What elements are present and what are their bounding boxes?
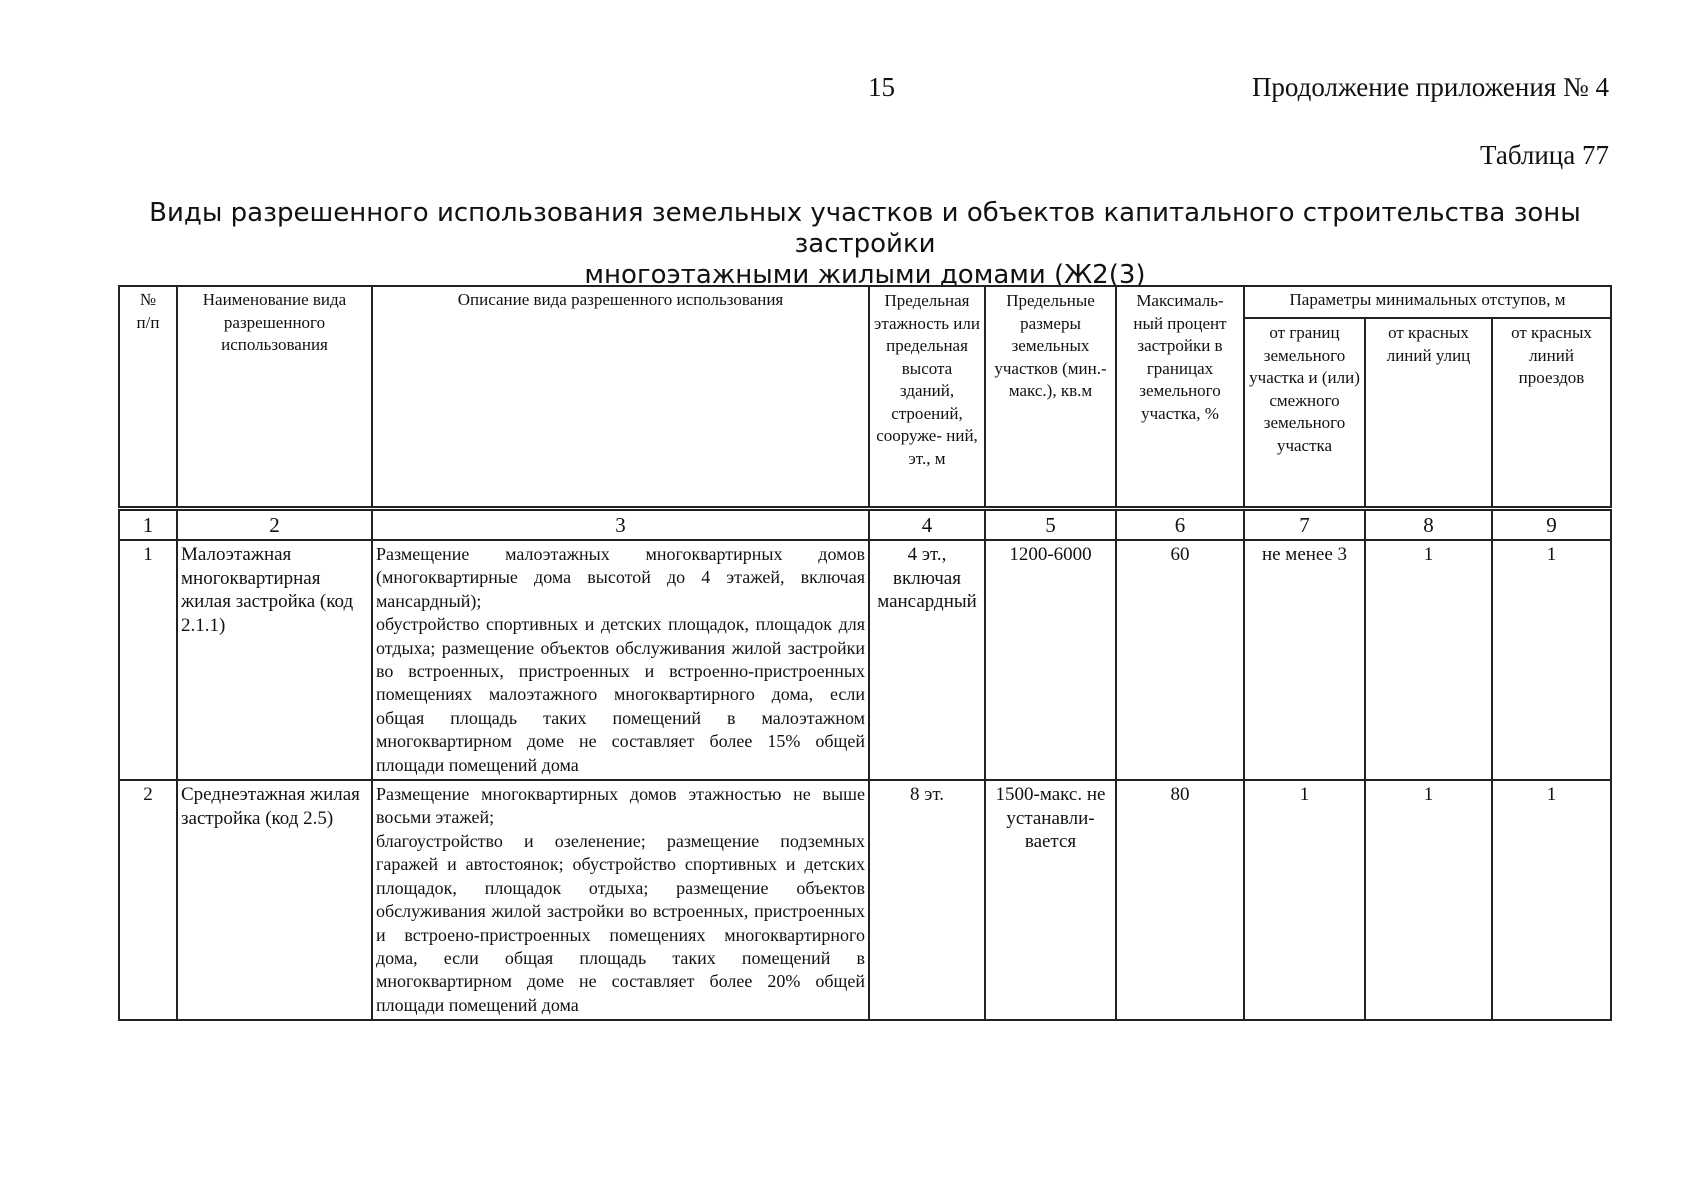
header-col-setback-plot: от границ земельного участка и (или) смежного земельного участка bbox=[1244, 318, 1365, 509]
header-col-description: Описание вида разрешенного использования bbox=[372, 286, 869, 509]
use-type-name: Малоэтажная многоквартирная жилая застройка (код 2.1.1) bbox=[177, 540, 372, 780]
header-col-number: № п/п bbox=[119, 286, 177, 509]
max-floors-value: 4 эт., включая мансардный bbox=[869, 540, 985, 780]
setback-passages-value: 1 bbox=[1492, 780, 1611, 1020]
plot-size-value: 1500-макс. не устанавли- вается bbox=[985, 780, 1116, 1020]
column-number: 7 bbox=[1244, 509, 1365, 541]
column-number: 5 bbox=[985, 509, 1116, 541]
document-title-line-1: Виды разрешенного использования земельных участков и объектов капитального строительства зоны застройки bbox=[149, 198, 1581, 259]
column-number: 9 bbox=[1492, 509, 1611, 541]
header-col-setback-streets: от красных линий улиц bbox=[1365, 318, 1492, 509]
table-label: Таблица 77 bbox=[1480, 140, 1609, 170]
plot-size-value: 1200-6000 bbox=[985, 540, 1116, 780]
column-number: 2 bbox=[177, 509, 372, 541]
column-number: 4 bbox=[869, 509, 985, 541]
header-col-name: Наименование вида разрешенного использования bbox=[177, 286, 372, 509]
column-number: 8 bbox=[1365, 509, 1492, 541]
document-title bbox=[120, 198, 1610, 291]
setback-plot-value: 1 bbox=[1244, 780, 1365, 1020]
table-row bbox=[119, 540, 1611, 780]
description-paragraph: Размещение малоэтажных многоквартирных домов (многоквартирные дома высотой до 4 этажей, включая мансардный); bbox=[376, 544, 865, 611]
coverage-value: 80 bbox=[1116, 780, 1244, 1020]
header-col-setback-passages: от красных линий проездов bbox=[1492, 318, 1611, 509]
column-number: 3 bbox=[372, 509, 869, 541]
header-row bbox=[119, 286, 1611, 318]
row-number: 2 bbox=[119, 780, 177, 1020]
setback-streets-value: 1 bbox=[1365, 780, 1492, 1020]
appendix-note: Продолжение приложения № 4 bbox=[1251, 72, 1609, 102]
column-number-row bbox=[119, 509, 1611, 541]
header-col-max-floors: Предельная этажность или предельная высота зданий, строений, сооруже- ний, эт., м bbox=[869, 286, 985, 509]
use-type-name: Среднеэтажная жилая застройка (код 2.5) bbox=[177, 780, 372, 1020]
table-row bbox=[119, 780, 1611, 1020]
use-type-description bbox=[372, 540, 869, 780]
header-col-max-coverage: Максималь- ный процент застройки в границах земельного участка, % bbox=[1116, 286, 1244, 509]
max-floors-value: 8 эт. bbox=[869, 780, 985, 1020]
setback-passages-value: 1 bbox=[1492, 540, 1611, 780]
use-type-description bbox=[372, 780, 869, 1020]
description-paragraph: Размещение многоквартирных домов этажностью не выше восьми этажей; bbox=[376, 784, 865, 828]
column-number: 6 bbox=[1116, 509, 1244, 541]
zoning-table bbox=[118, 285, 1612, 1021]
setback-plot-value: не менее 3 bbox=[1244, 540, 1365, 780]
header-group-setbacks: Параметры минимальных отступов, м bbox=[1244, 286, 1611, 318]
document-title-line-2: многоэтажными жилыми домами (Ж2(3) bbox=[584, 260, 1146, 290]
description-paragraph: благоустройство и озеленение; размещение подземных гаражей и автостоянок; обустройство спортивных и детских площадок, площадок отдыха; размещение объектов обслуживания жилой застройки во встроенных, пристроенных и встроено-пристроенных помещениях многоквартирного дома, если общая площадь таких помещений в многоквартирном доме не составляет более 20% общей площади помещений дома bbox=[376, 830, 865, 1015]
row-number: 1 bbox=[119, 540, 177, 780]
description-paragraph: обустройство спортивных и детских площадок, площадок для отдыха; размещение объектов обслуживания жилой застройки во встроенных, пристроенных и встроенно-пристроенных помещениях малоэтажного многоквартирного дома, если общая площадь таких помещений в малоэтажном многоквартирном доме не составляет более 15% общей площади помещений дома bbox=[376, 614, 865, 775]
setback-streets-value: 1 bbox=[1365, 540, 1492, 780]
page-number: 15 bbox=[868, 72, 895, 102]
column-number: 1 bbox=[119, 509, 177, 541]
coverage-value: 60 bbox=[1116, 540, 1244, 780]
header-col-plot-size: Предельные размеры земельных участков (мин.-макс.), кв.м bbox=[985, 286, 1116, 509]
